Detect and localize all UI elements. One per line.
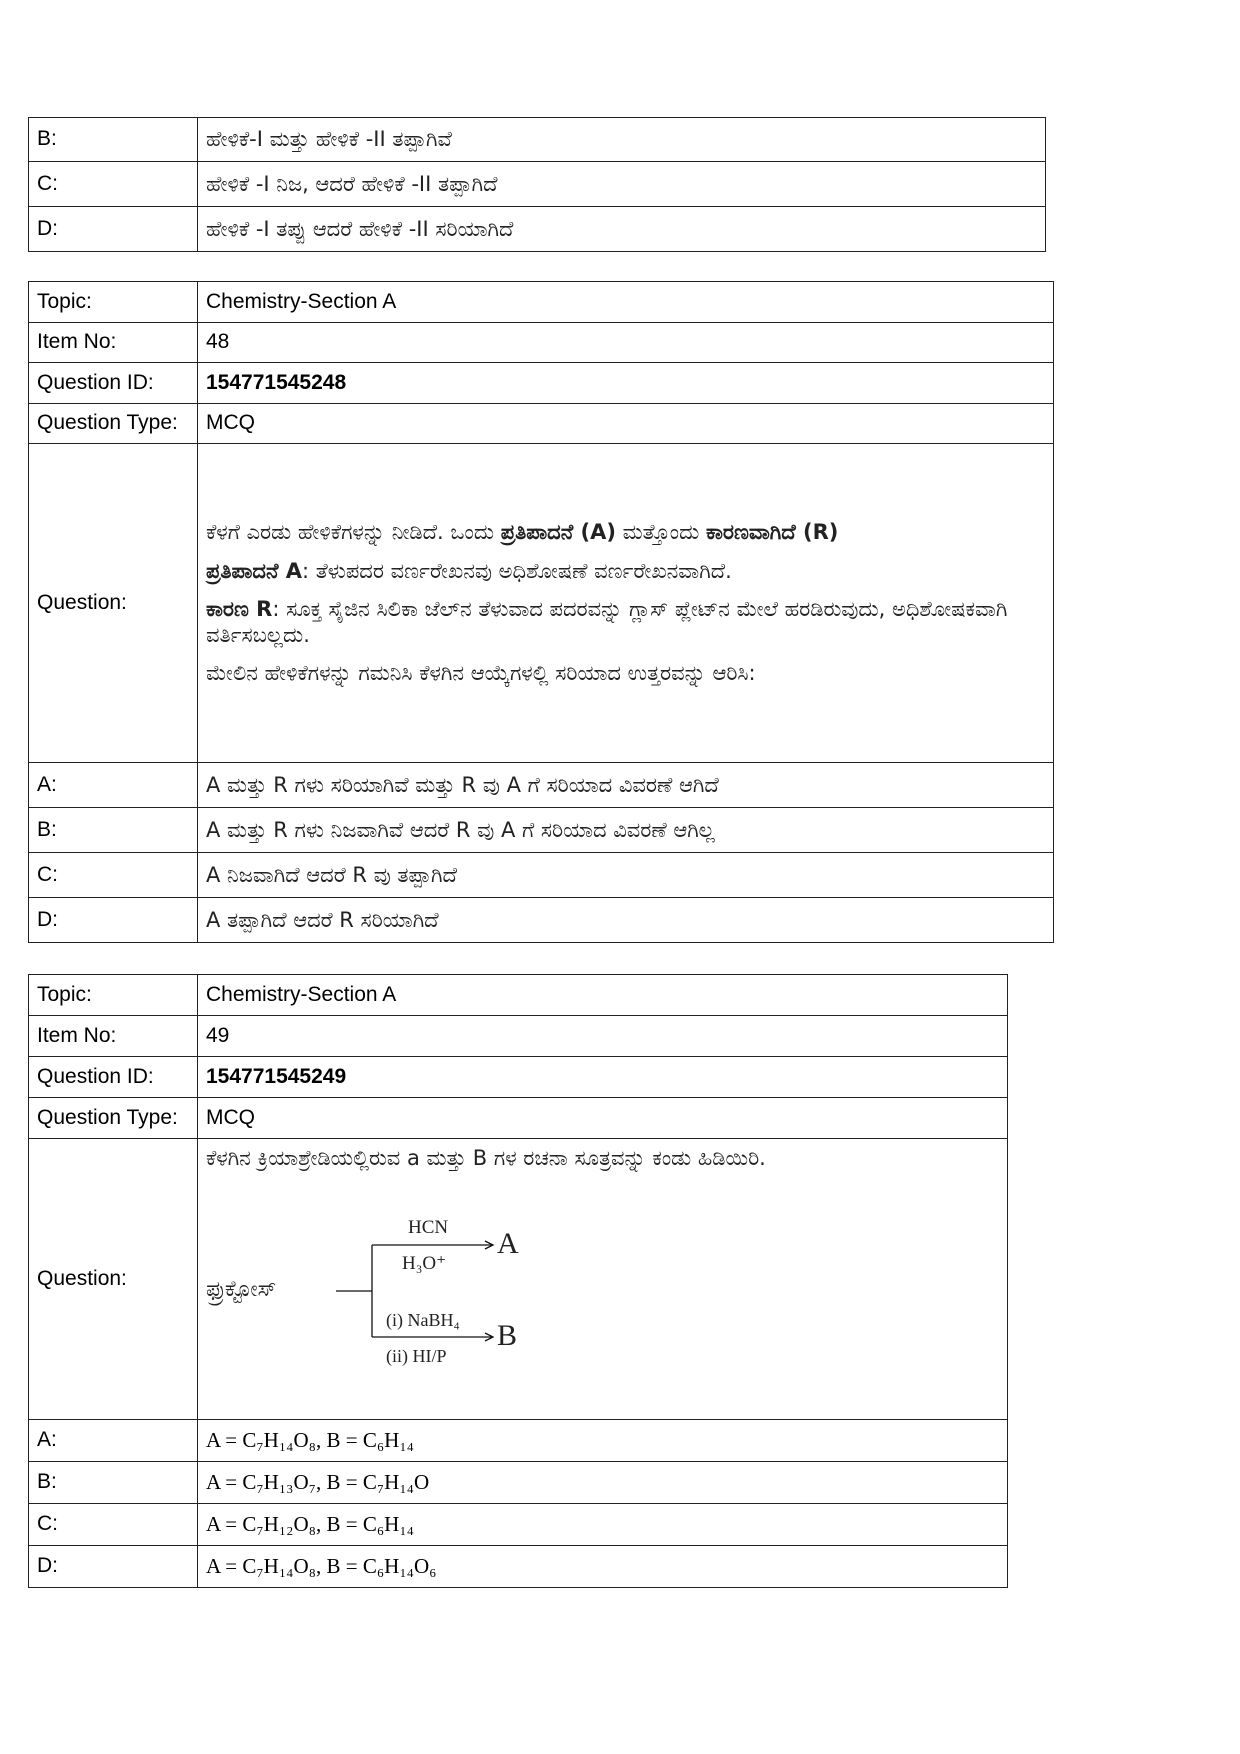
option-row-b [29, 808, 1054, 853]
question-49-table [28, 974, 1008, 1588]
option-label: C: [29, 162, 198, 207]
question-label: Question: [29, 444, 198, 763]
question-body [198, 444, 1054, 763]
option-formula: A = C₇H₁₂O₈, B = C₆H₁₄ [198, 1504, 1008, 1546]
option-text: ಹೇಳಿಕೆ -I ತಪ್ಪು ಆದರೆ ಹೇಳಿಕೆ -II ಸರಿಯಾಗಿದೆ [198, 207, 1046, 252]
question-text: ಕೆಳಗಿನ ಕ್ರಿಯಾಶ್ರೇಡಿಯಲ್ಲಿರುವ a ಮತ್ತು B ಗಳ ರಚನಾ ಸೂತ್ರವನ್ನು ಕಂಡು ಹಿಡಿಯಿರಿ. [206, 1146, 766, 1170]
option-label: B: [29, 808, 198, 853]
item-no-row [29, 323, 1054, 363]
option-text: A ಮತ್ತು R ಗಳು ನಿಜವಾಗಿವೆ ಆದರೆ R ವು A ಗೆ ಸರಿಯಾದ ವಿವರಣೆ ಆಗಿಲ್ಲ [198, 808, 1054, 853]
prev-question-options-table [28, 117, 1046, 252]
option-label: C: [29, 853, 198, 898]
reagent-hcn: HCN [408, 1217, 449, 1239]
item-no-value: 49 [198, 1016, 1008, 1057]
option-text: ಹೇಳಿಕೆ -I ನಿಜ, ಆದರೆ ಹೇಳಿಕೆ -II ತಪ್ಪಾಗಿದೆ [198, 162, 1046, 207]
reactant-label: ಫ್ರುಕ್ಟೋಸ್ [206, 1276, 277, 1302]
question-type-row [29, 404, 1054, 444]
question-label: Question: [29, 1139, 198, 1420]
item-no-label: Item No: [29, 323, 198, 363]
reagent-hi-p: (ii) HI/P [386, 1346, 447, 1367]
item-no-row [29, 1016, 1008, 1057]
topic-label: Topic: [29, 975, 198, 1016]
option-label: D: [29, 898, 198, 943]
item-no-value: 48 [198, 323, 1054, 363]
reaction-scheme [206, 1213, 536, 1373]
question-type-value: MCQ [198, 1098, 1008, 1139]
question-id-value: 154771545249 [198, 1057, 1008, 1098]
option-row-c [29, 1504, 1008, 1546]
option-label: D: [29, 207, 198, 252]
question-intro: ಕೆಳಗೆ ಎರಡು ಹೇಳಿಕೆಗಳನ್ನು ನೀಡಿದೆ. ಒಂದು ಪ್ರತಿಪಾದನೆ (A) ಮತ್ತೊಂದು ಕಾರಣವಾಗಿದೆ (R) [206, 520, 839, 545]
product-a: A [497, 1227, 519, 1261]
reason-statement: ಕಾರಣ R: ಸೂಕ್ತ ಸೈಜಿನ ಸಿಲಿಕಾ ಜೆಲ್‌ನ ತೆಳುವಾದ ಪದರವನ್ನು ಗ್ಲಾಸ್ ಪ್ಲೇಟ್‌ನ ಮೇಲೆ ಹರಡಿರುವುದು, ಅಧಿಶೋಷಕವಾಗಿ ವರ್ತಿಸಬಲ್ಲದು. [206, 596, 1008, 648]
option-text: A ಮತ್ತು R ಗಳು ಸರಿಯಾಗಿವೆ ಮತ್ತು R ವು A ಗೆ ಸರಿಯಾದ ವಿವರಣೆ ಆಗಿದೆ [198, 763, 1054, 808]
question-type-row [29, 1098, 1008, 1139]
reagent-nabh4: (i) NaBH₄ [386, 1310, 460, 1331]
option-label: D: [29, 1546, 198, 1588]
option-row-a [29, 763, 1054, 808]
question-id-label: Question ID: [29, 1057, 198, 1098]
item-no-label: Item No: [29, 1016, 198, 1057]
assertion-statement: ಪ್ರತಿಪಾದನೆ A: ತೆಳುಪದರ ವರ್ಣರೇಖನವು ಅಧಿಶೋಷಣೆ ವರ್ಣರೇಖನವಾಗಿದೆ. [206, 558, 732, 583]
topic-row [29, 975, 1008, 1016]
option-row-d [29, 898, 1054, 943]
option-row-b [29, 118, 1046, 162]
reagent-h3o: H₃O⁺ [402, 1253, 447, 1275]
question-id-row [29, 363, 1054, 404]
option-label: B: [29, 118, 198, 162]
option-formula: A = C₇H₁₃O₇, B = C₇H₁₄O [198, 1462, 1008, 1504]
option-row-c [29, 853, 1054, 898]
topic-value: Chemistry-Section A [198, 975, 1008, 1016]
question-id-label: Question ID: [29, 363, 198, 404]
option-label: A: [29, 763, 198, 808]
option-text: A ನಿಜವಾಗಿದೆ ಆದರೆ R ವು ತಪ್ಪಾಗಿದೆ [198, 853, 1054, 898]
option-text: A ತಪ್ಪಾಗಿದೆ ಆದರೆ R ಸರಿಯಾಗಿದೆ [198, 898, 1054, 943]
question-type-value: MCQ [198, 404, 1054, 444]
question-48-table [28, 281, 1054, 943]
option-row-a [29, 1420, 1008, 1462]
option-row-c [29, 162, 1046, 207]
option-label: B: [29, 1462, 198, 1504]
option-row-b [29, 1462, 1008, 1504]
option-label: A: [29, 1420, 198, 1462]
option-formula: A = C₇H₁₄O₈, B = C₆H₁₄O₆ [198, 1546, 1008, 1588]
question-type-label: Question Type: [29, 1098, 198, 1139]
question-row [29, 1139, 1008, 1420]
option-formula: A = C₇H₁₄O₈, B = C₆H₁₄ [198, 1420, 1008, 1462]
question-id-value: 154771545248 [198, 363, 1054, 404]
option-text: ಹೇಳಿಕೆ-I ಮತ್ತು ಹೇಳಿಕೆ -II ತಪ್ಪಾಗಿವೆ [198, 118, 1046, 162]
question-instruction: ಮೇಲಿನ ಹೇಳಿಕೆಗಳನ್ನು ಗಮನಿಸಿ ಕೆಳಗಿನ ಆಯ್ಕೆಗಳಲ್ಲಿ ಸರಿಯಾದ ಉತ್ತರವನ್ನು ಆರಿಸಿ: [206, 661, 756, 686]
product-b: B [497, 1319, 518, 1353]
option-row-d [29, 207, 1046, 252]
option-label: C: [29, 1504, 198, 1546]
question-row [29, 444, 1054, 763]
topic-label: Topic: [29, 282, 198, 323]
topic-value: Chemistry-Section A [198, 282, 1054, 323]
topic-row [29, 282, 1054, 323]
question-id-row [29, 1057, 1008, 1098]
question-type-label: Question Type: [29, 404, 198, 444]
option-row-d [29, 1546, 1008, 1588]
question-body [198, 1139, 1008, 1420]
